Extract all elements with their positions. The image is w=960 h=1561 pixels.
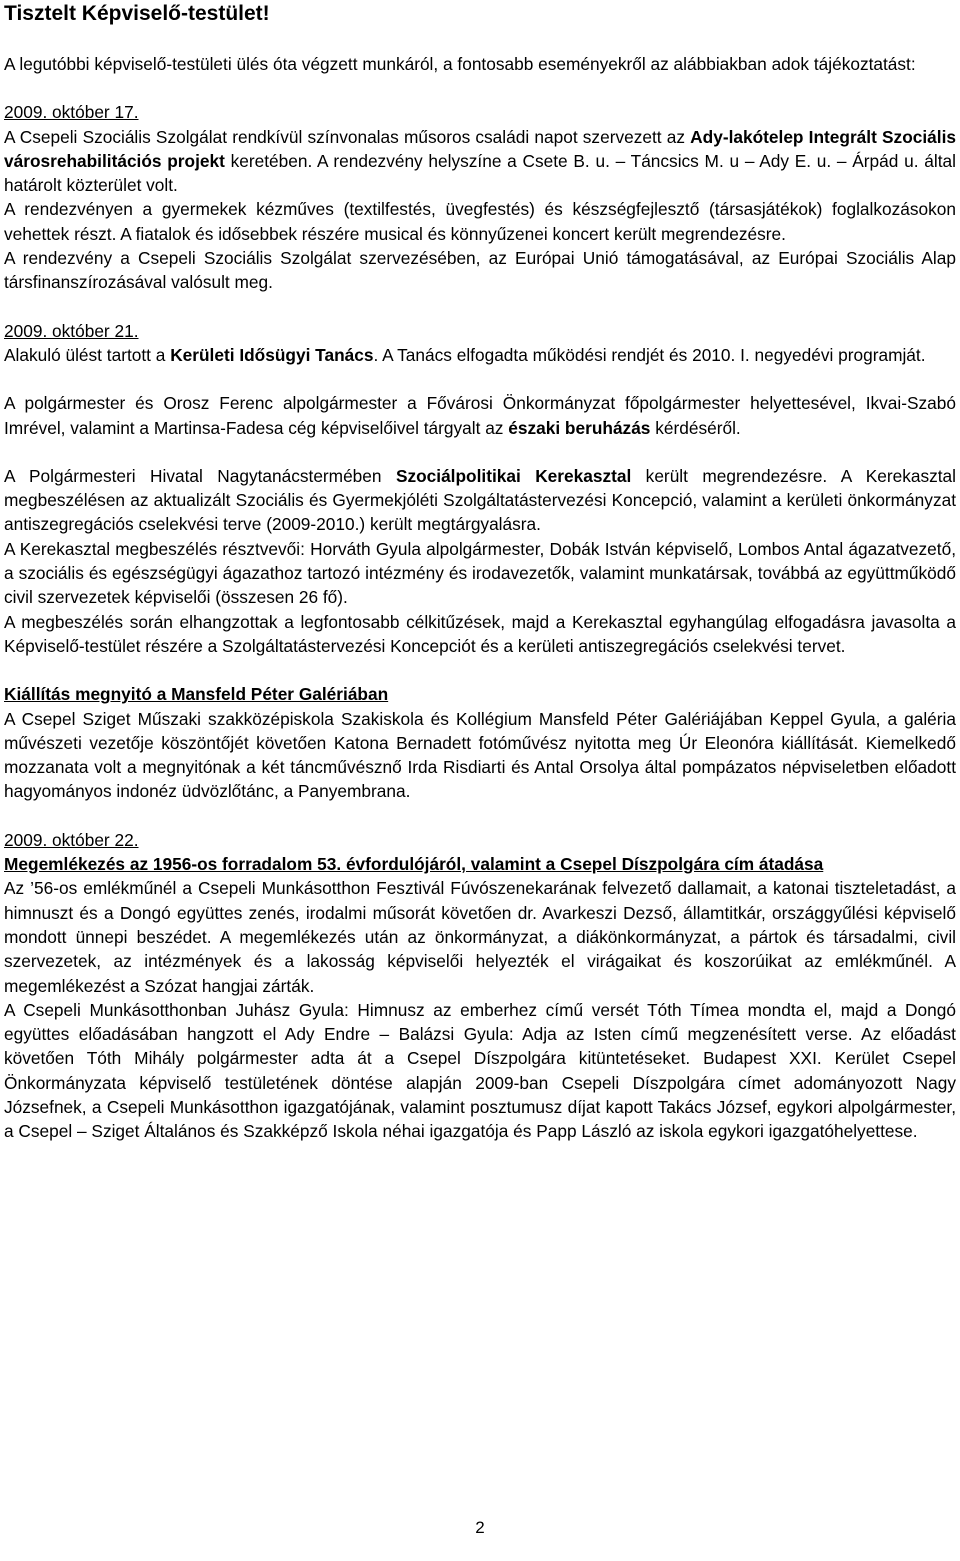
section-date: 2009. október 22.: [4, 829, 139, 850]
page-title: Tisztelt Képviselő-testület!: [4, 2, 270, 25]
paragraph: Az ’56-os emlékműnél a Csepeli Munkásotthon Fesztivál Fúvószenekarának felvezető dallamait, a katonai tiszteletadást, a himnuszt és a Dongó együttes zenés, irodalmi műsorát követően dr. Avarkeszi Dezső, államtitkár, országgyűlési képviselő mondott ünnepi beszédet. A megemlékezés után az önkormányzat, a diákönkormányzat, a pártok és társadalmi, civil szervezetek, az intézmények és a lakosság képviselői helyezték el virágaikat és koszorúikat az emlékműnél. A megemlékezést a Szózat hangjai zárták.: [4, 878, 956, 996]
paragraph: A Kerekasztal megbeszélés résztvevői: Horváth Gyula alpolgármester, Dobák István képviselő, Lombos Antal ágazatvezető, a szociális és egészségügyi ágazathoz tartozó intézmény és irodavezetők, valamint munkatársak, továbbá az együttműködő civil szervezetek képviselői (összesen 26 fő).: [4, 538, 956, 608]
bold-text: Kerületi Idősügyi Tanács: [170, 344, 374, 365]
paragraph: A Polgármesteri Hivatal Nagytanácstermében Szociálpolitikai Kerekasztal került megrendezésre. A Kerekasztal megbeszélésen az aktualizált Szociális és Gyermekjóléti Szolgáltatástervezési Koncepció, valamint a kerületi önkormányzat antiszegregációs cselekvési terve (2009-2010.) került megtárgyalásra.: [4, 465, 956, 535]
document-body: [4, 52, 956, 1144]
bold-text: Szociálpolitikai Kerekasztal: [395, 465, 632, 486]
section-date: 2009. október 21.: [4, 320, 139, 341]
bold-text: Ady-lakótelep Integrált Szociális városrehabilitációs projekt: [4, 126, 956, 171]
intro-paragraph: A legutóbbi képviselő-testületi ülés óta végzett munkáról, a fontosabb eseményekről az alábbiakban adok tájékoztatást:: [4, 54, 916, 74]
paragraph: A rendezvényen a gyermekek kézműves (textilfestés, üvegfestés) és készségfejlesztő (társasjátékok) foglalkozásokon vehettek részt. A fiatalok és idősebbek részére musical és könnyűzenei koncert került megrendezésre.: [4, 199, 956, 244]
bold-text: északi beruházás: [508, 417, 651, 438]
paragraph: A megbeszélés során elhangzottak a legfontosabb célkitűzések, majd a Kerekasztal egyhangúlag elfogadásra javasolta a Képviselő-testület részére a Szolgáltatástervezési Koncepciót és a kerületi antiszegregációs cselekvési tervet.: [4, 611, 956, 656]
paragraph: A Csepel Sziget Műszaki szakközépiskola Szakiskola és Kollégium Mansfeld Péter Galériájában Keppel Gyula, a galéria művészeti vezetője köszöntőjét követően Katona Bernadett fotóművész nyitotta meg Úr Eleonóra kiállítását. Kiemelkedő mozzanata volt a megnyitónak a két táncművésznő Irda Risdiarti és Antal Orsolya által pompázatos népviseletben előadott hagyományos indonéz üdvözlőtánc, a Panyembrana.: [4, 708, 956, 802]
paragraph: Alakuló ülést tartott a Kerületi Idősügyi Tanács. A Tanács elfogadta működési rendjét és 2010. I. negyedévi programját.: [4, 344, 926, 365]
paragraph: A Csepeli Szociális Szolgálat rendkívül színvonalas műsoros családi napot szervezett az Ady-lakótelep Integrált Szociális városrehabilitációs projekt keretében. A rendezvény helyszíne a Csete B. u. – Táncsics M. u – Ady E. u. – Árpád u. által határolt közterület volt.: [4, 126, 956, 196]
paragraph: A polgármester és Orosz Ferenc alpolgármester a Fővárosi Önkormányzat főpolgármester helyettesével, Ikvai-Szabó Imrével, valamint a Martinsa-Fadesa cég képviselőivel tárgyalt az északi beruházás kérdéséről.: [4, 393, 956, 438]
section-heading: Megemlékezés az 1956-os forradalom 53. évfordulójáról, valamint a Csepel Díszpolgára cím átadása: [4, 854, 824, 875]
section-date: 2009. október 17.: [4, 102, 139, 123]
paragraph: A rendezvény a Csepeli Szociális Szolgálat szervezésében, az Európai Unió támogatásával, az Európai Szociális Alap társfinanszírozásával valósult meg.: [4, 248, 956, 293]
paragraph: A Csepeli Munkásotthonban Juhász Gyula: Himnusz az emberhez című versét Tóth Tímea mondta el, majd a Dongó együttes előadásában hangzott el Ady Endre – Balázsi Gyula: Adja az Isten című megzenésített verse. Az előadást követően Tóth Mihály polgármester adta át a Csepel Díszpolgára kitüntetéseket. Budapest XXI. Kerület Csepel Önkormányzata képviselő testületének döntése alapján 2009-ban Csepeli Díszpolgára címet adományozott Nagy Józsefnek, a Csepeli Munkásotthon igazgatójának, valamint posztumusz díjat kapott Takács József, egykori alpolgármester, a Csepel – Sziget Általános és Szakképző Iskola néhai igazgatója és Papp László az iskola egykori igazgatóhelyettese.: [4, 999, 956, 1142]
page-number: 2: [475, 1518, 485, 1537]
section-heading: Kiállítás megnyitó a Mansfeld Péter Galériában: [4, 684, 389, 705]
